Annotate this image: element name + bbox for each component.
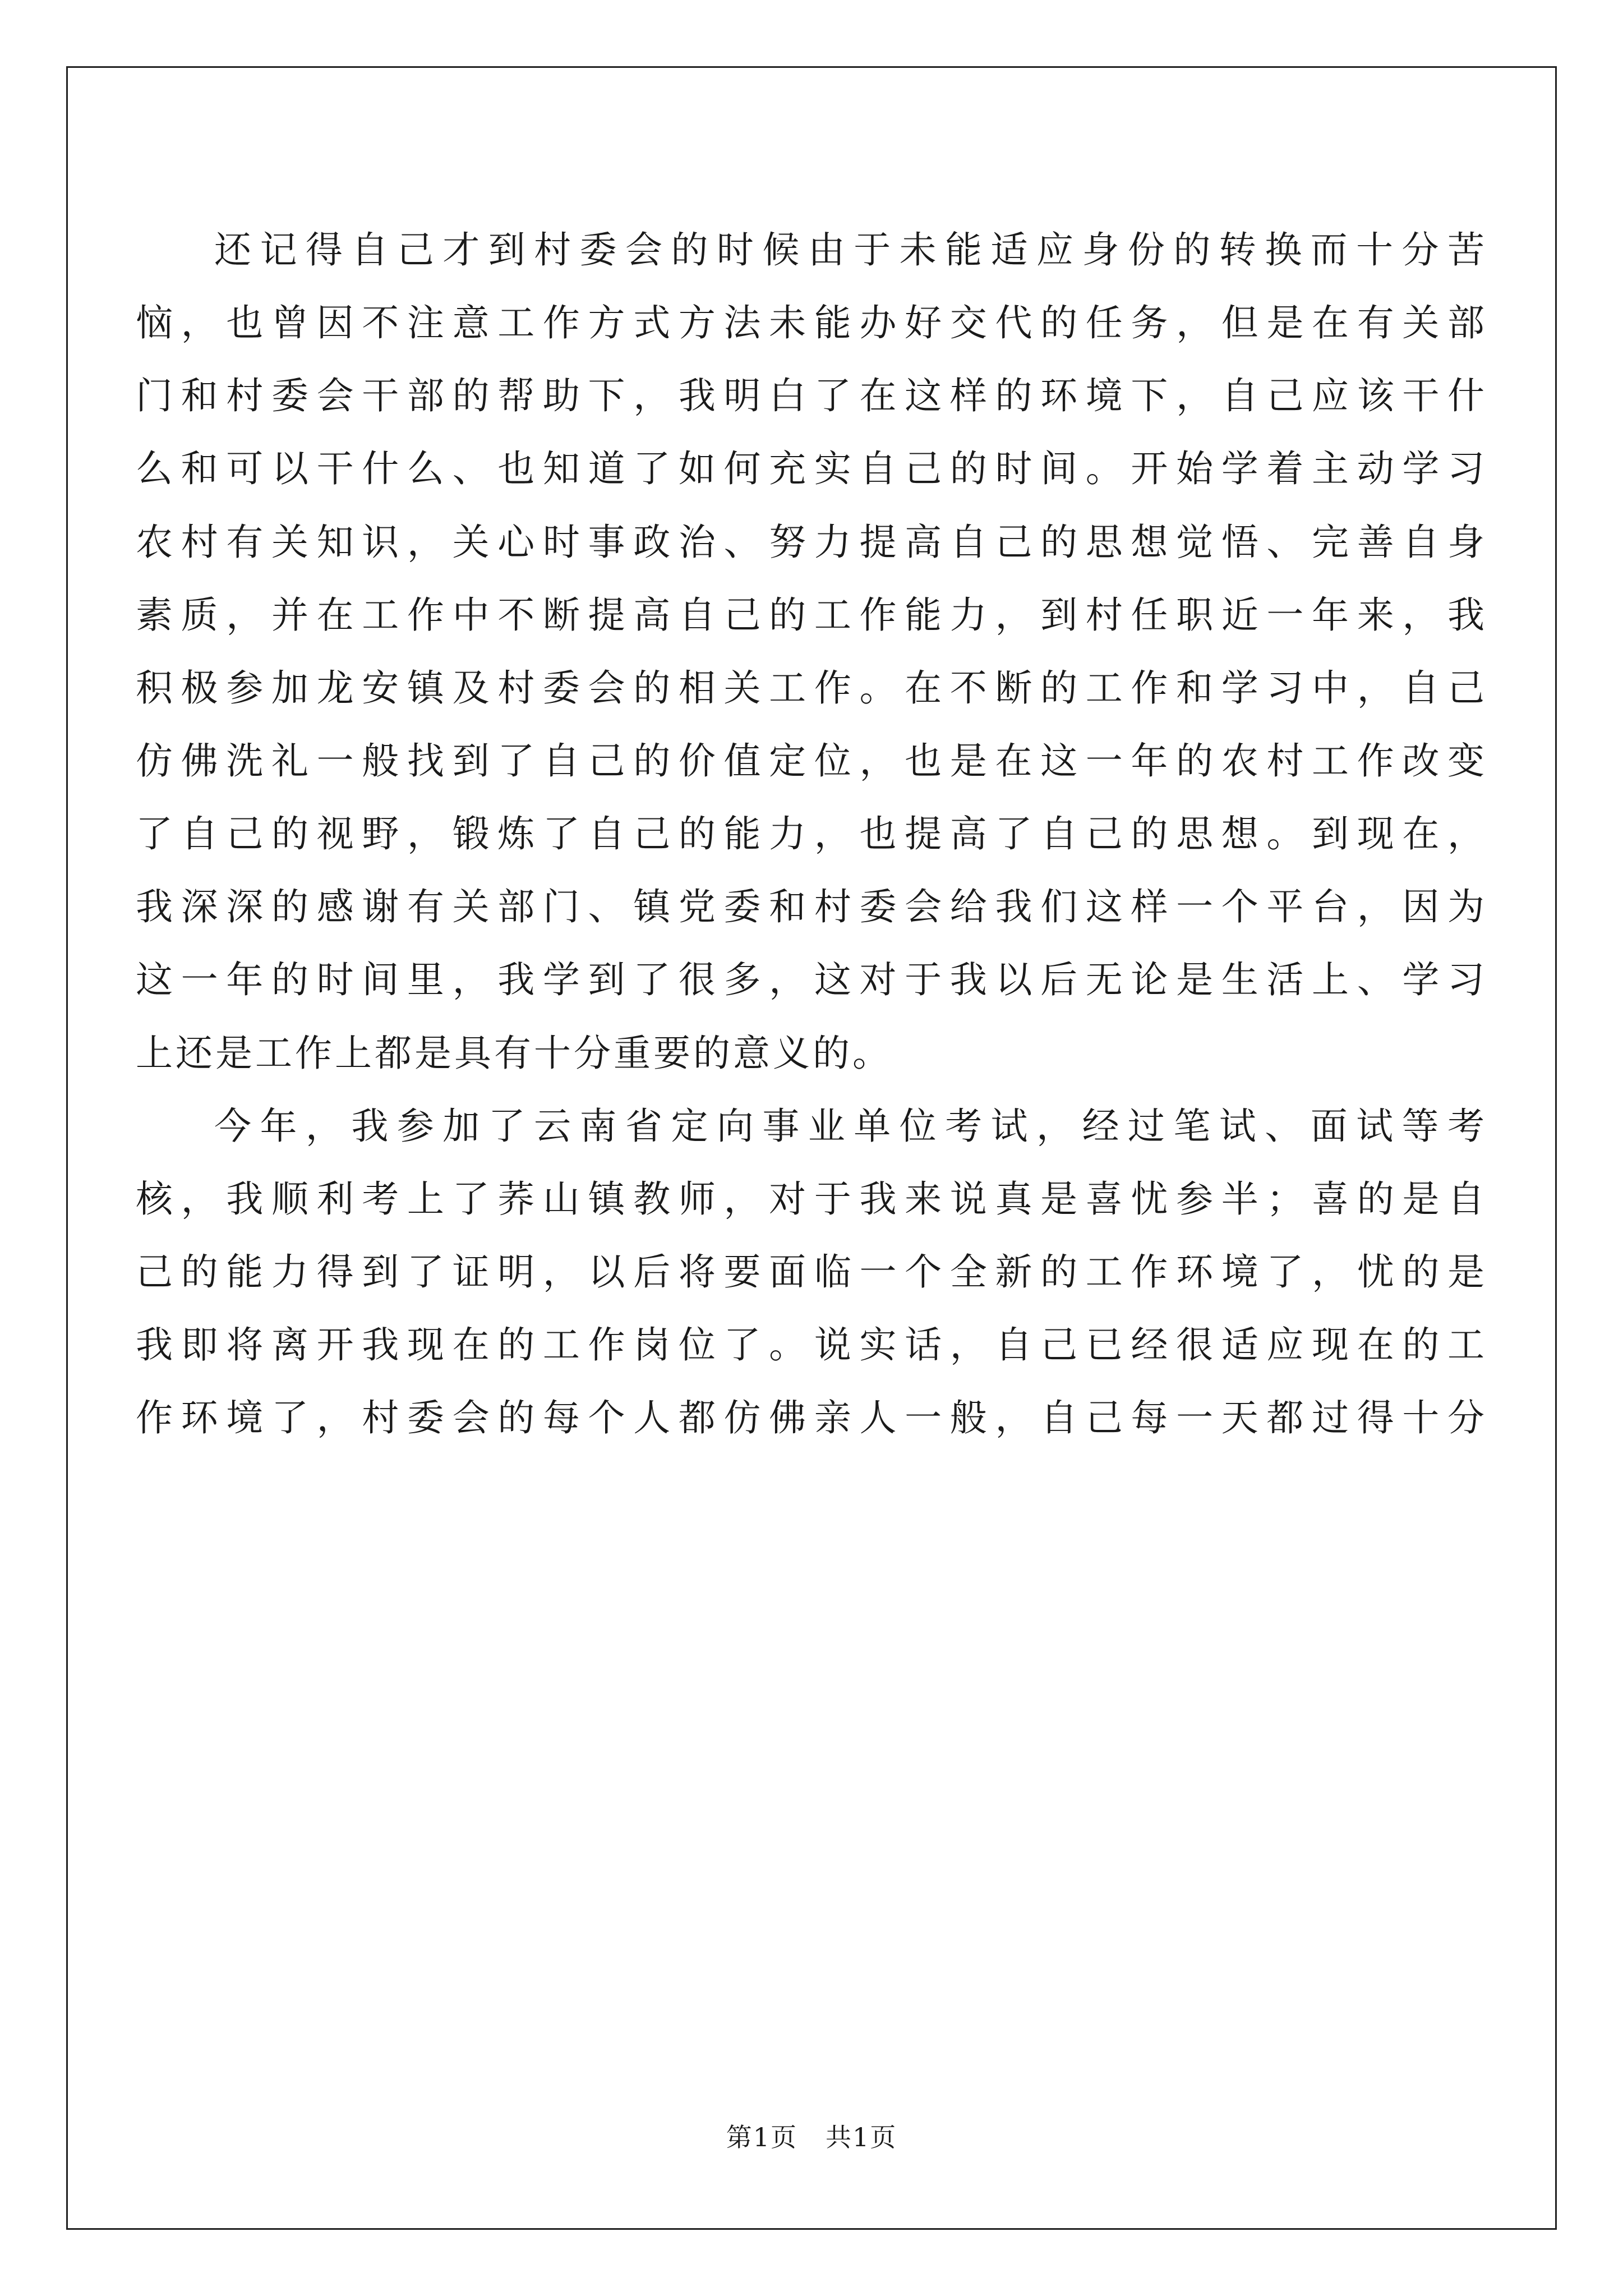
text-line: 己的能力得到了证明，以后将要面临一个全新的工作环境了，忧的是 <box>136 1250 1487 1294</box>
text-line: 了自己的视野，锻炼了自己的能力，也提高了自己的思想。到现在， <box>136 812 1487 855</box>
text-line: 恼，也曾因不注意工作方式方法未能办好交代的任务，但是在有关部 <box>136 301 1487 344</box>
page-number: 第1页 <box>726 2122 797 2152</box>
text-line: 核，我顺利考上了荞山镇教师，对于我来说真是喜忧参半；喜的是自 <box>136 1177 1487 1221</box>
text-line: 还记得自己才到村委会的时候由于未能适应身份的转换而十分苦 <box>214 228 1487 272</box>
text-line: 积极参加龙安镇及村委会的相关工作。在不断的工作和学习中，自己 <box>136 666 1487 710</box>
page-total: 共1页 <box>826 2122 897 2152</box>
text-line: 素质，并在工作中不断提高自己的工作能力，到村任职近一年来，我 <box>136 593 1487 637</box>
text-line: 么和可以干什么、也知道了如何充实自己的时间。开始学着主动学习 <box>136 447 1487 490</box>
page-footer <box>0 2120 1623 2154</box>
text-line: 这一年的时间里，我学到了很多，这对于我以后无论是生活上、学习 <box>136 958 1487 1001</box>
text-line: 上还是工作上都是具有十分重要的意义的。 <box>136 1032 892 1075</box>
text-line: 今年，我参加了云南省定向事业单位考试，经过笔试、面试等考 <box>214 1105 1487 1148</box>
text-line: 我即将离开我现在的工作岗位了。说实话，自己已经很适应现在的工 <box>136 1323 1487 1366</box>
text-line: 农村有关知识，关心时事政治、努力提高自己的思想觉悟、完善自身 <box>136 521 1487 564</box>
text-line: 仿佛洗礼一般找到了自己的价值定位，也是在这一年的农村工作改变 <box>136 739 1487 783</box>
text-line: 作环境了，村委会的每个人都仿佛亲人一般，自己每一天都过得十分 <box>136 1396 1487 1439</box>
text-line: 门和村委会干部的帮助下，我明白了在这样的环境下，自己应该干什 <box>136 374 1487 417</box>
text-line: 我深深的感谢有关部门、镇党委和村委会给我们这样一个平台，因为 <box>136 885 1487 928</box>
